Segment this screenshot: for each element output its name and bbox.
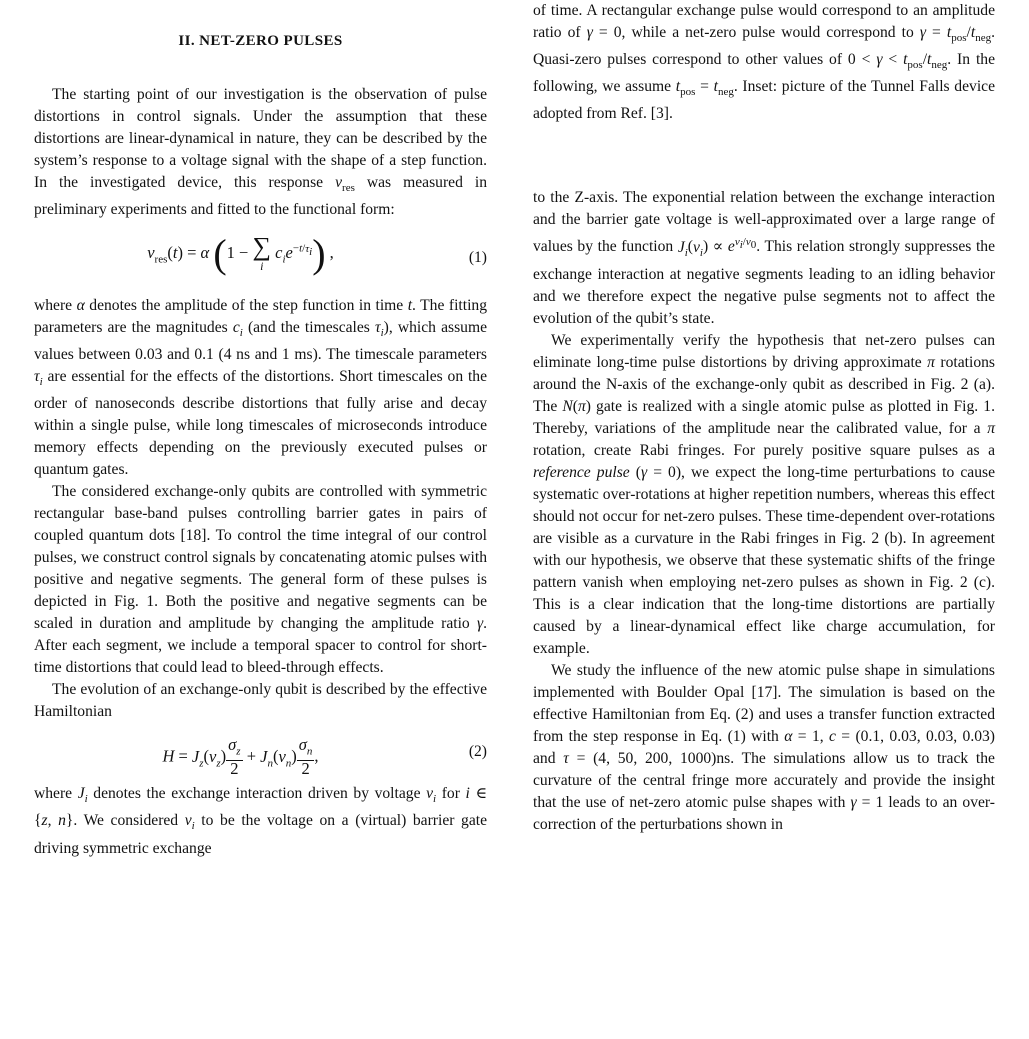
equation-1-body: $v_{res}(t) = \alpha$ (1 − ∑ i $c_ie^{-t/\tau_i}$) , bbox=[147, 231, 334, 277]
section-heading: II. NET-ZERO PULSES bbox=[178, 33, 343, 49]
equation-2 bbox=[34, 729, 487, 777]
paragraph-exchange-voltage: where $J_i$ denotes the exchange interaction driven by voltage $v_i$ for i ∈ {z, n}. We considered $v_i$ to be the voltage on a (virtual) barrier gate driving symmetric exchange bbox=[34, 785, 488, 857]
paragraph-step-response: The starting point of our investigation is the observation of pulse distortions in control signals. Under the assumption that these distortions are linear-dynamical in nature, they can be described by the system’s response to a voltage signal with the shape of a step function. In the investigated device, this response $v_{res}$ was measured in preliminary experiments and fitted to the functional form: bbox=[34, 86, 488, 219]
equation-2-number: (2) bbox=[468, 743, 487, 761]
right-column bbox=[533, 0, 995, 836]
left-column bbox=[34, 0, 487, 860]
paragraph-exchange-qubits: The considered exchange-only qubits are controlled with symmetric rectangular base-band pulses controlling barrier gates in pairs of coupled quantum dots [18]. To control the time integral of our control pulses, we construct control signals by concatenating atomic pulses with positive and negative segments. The general form of these pulses is depicted in Fig. 1. Both the positive and negative segments can be scaled in duration and amplitude by changing the amplitude ratio γ. After each segment, we include a temporal spacer to control for short-time distortions that could lead to bleed-through effects. bbox=[34, 483, 487, 677]
equation-2-body: $H = J_z(v_z)$ $\frac{\sigma_z}{2}$ + $J_n(v_n)$ $\frac{\sigma_n}{2}$ , bbox=[162, 735, 319, 778]
paragraph-hamiltonian-intro: The evolution of an exchange-only qubit is described by the effective Hamiltonian bbox=[34, 681, 487, 721]
paragraph-simulation: We study the influence of the new atomic pulse shape in simulations implemented with Boulder Opal [17]. The simulation is based on the effective Hamiltonian from Eq. (2) and uses a transfer function extracted from the step response in Eq. (1) with α = 1, c = (0.1, 0.03, 0.03, 0.03) and τ = (4, 50, 200, 1000)ns. The simulations allow us to track the curvature of the central fringe more accurately and provide the insight that the use of net-zero atomic pulse shapes with γ = 1 leads to an over-correction of the perturbations shown in bbox=[533, 661, 995, 833]
figure-caption-tail: of time. A rectangular exchange pulse would correspond to an amplitude ratio of γ = 0, while a net-zero pulse would correspond to $\gamma = t_{pos}/t_{neg}$. Quasi-zero pulses correspond to other values of $0 < \gamma < t_{pos}/t_{neg}$. In the following, we assume $t_{pos} = t_{neg}$. Inset: picture of the Tunnel Falls device adopted from Ref. [3]. bbox=[533, 2, 996, 123]
equation-1-number: (1) bbox=[468, 249, 487, 267]
paragraph-fit-params: where α denotes the amplitude of the step function in time t. The fitting parameters are the magnitudes $c_i$ (and the timescales $\tau_i$), which assume values between 0.03 and 0.1 (4 ns and 1 ms). The timescale parameters $\tau_i$ are essential for the effects of the distortions. Short timescales on the order of nanoseconds describe distortions that fully arise and decay within a single pulse, while long timescales of microseconds introduce memory effects depending on the previously executed pulses or quantum gates. bbox=[34, 297, 488, 479]
paragraph-experiment: We experimentally verify the hypothesis that net-zero pulses can eliminate long-time pulse distortions by driving approximate π rotations around the N-axis of the exchange-only qubit as described in Fig. 2 (a). The N(π) gate is realized with a single atomic pulse as plotted in Fig. 1. Thereby, variations of the amplitude near the calibrated value, for a π rotation, create Rabi fringes. For purely positive square pulses as a reference pulse (γ = 0), we expect the long-time perturbations to cause systematic over-rotations at higher repetition numbers, whereas this effect should not occur for net-zero pulses. These time-dependent over-rotations are visible as a curvature in the Rabi fringes in Fig. 2 (b). In agreement with our hypothesis, we observe that these systematic shifts of the fringe pattern vanish when employing net-zero pulses as shown in Fig. 2 (c). This is a clear indication that the long-time distortions are partially caused by a linear-dynamical effect like charge accumulation, for example. bbox=[533, 331, 995, 657]
equation-1 bbox=[34, 227, 487, 289]
paragraph-exponential-relation: to the Z-axis. The exponential relation between the exchange interaction and the barrier gate voltage is well-approximated over a large range of values by the function $J_i(v_i) \propto e^{v_i/v_0}$. This relation strongly suppresses the exchange interaction at negative segments leading to an idling behavior and we therefore expect the negative pulse segments not to affect the evolution of the qubit’s state. bbox=[533, 189, 996, 327]
